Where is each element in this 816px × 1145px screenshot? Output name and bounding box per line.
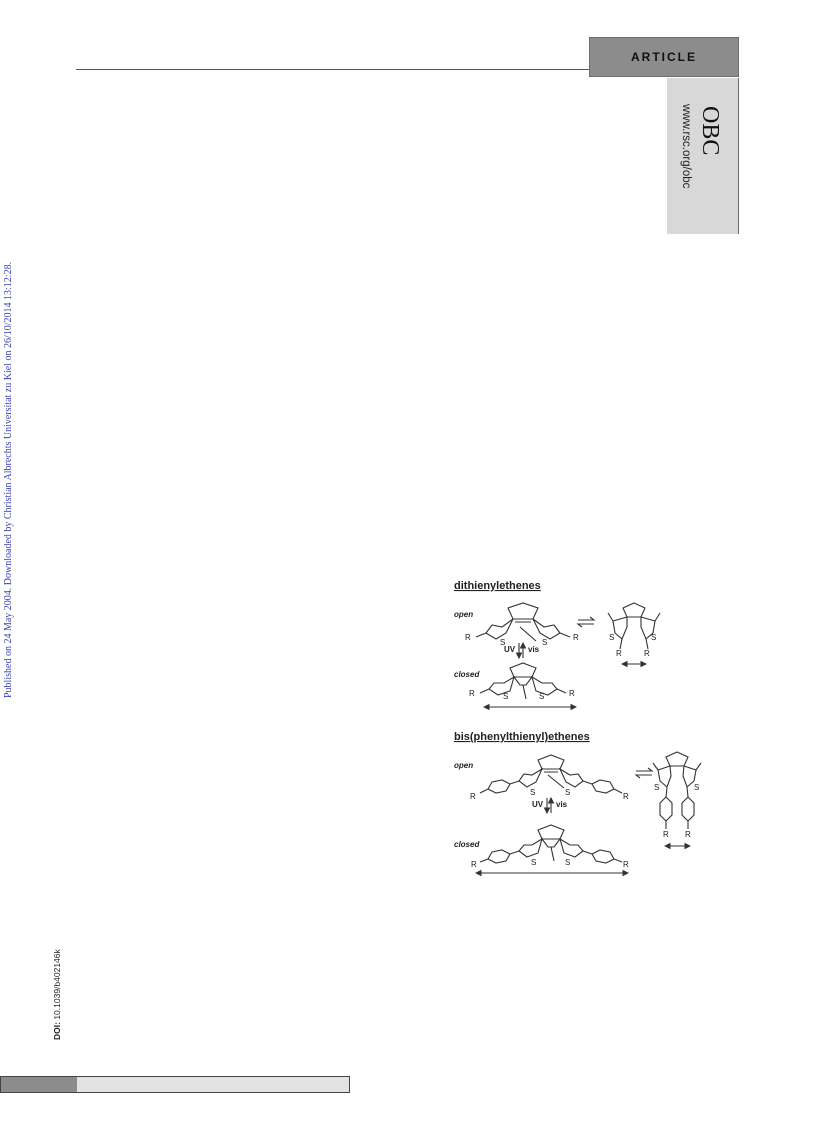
s-label: S	[539, 692, 545, 701]
doi-label: DOI:	[52, 1022, 62, 1040]
open-label-2: open	[454, 761, 474, 770]
r-label: R	[469, 689, 475, 698]
r-label: R	[623, 860, 629, 869]
s-label: S	[542, 638, 548, 647]
s-label: S	[565, 858, 571, 867]
open-bis-phenylthienylethene	[480, 755, 622, 793]
s-label: S	[651, 633, 657, 642]
closed-label-2: closed	[454, 840, 480, 849]
r-label: R	[644, 649, 650, 658]
s-label: S	[503, 692, 509, 701]
article-label: ARTICLE	[631, 50, 697, 64]
section1-title: dithienylethenes	[454, 580, 541, 592]
r-label: R	[569, 689, 575, 698]
s-label: S	[500, 638, 506, 647]
r-label: R	[470, 792, 476, 801]
r-label: R	[465, 633, 471, 642]
article-tab	[589, 37, 739, 77]
vis-label: vis	[556, 800, 568, 809]
header-rule	[76, 69, 590, 70]
equilibrium-arrow	[636, 768, 652, 778]
r-label: R	[685, 830, 691, 839]
journal-url[interactable]: www.rsc.org/obc	[680, 104, 692, 189]
journal-title: OBC	[697, 106, 723, 156]
download-note[interactable]: Published on 24 May 2004. Downloaded by Christian Albrechts Universitat zu Kiel on 26/10/2014 13:12:28.	[3, 261, 14, 698]
s-label: S	[694, 783, 700, 792]
scheme-figure	[440, 575, 740, 885]
uv-label: UV	[504, 645, 516, 654]
doi-value: 10.1039/b402146k	[52, 949, 62, 1020]
section2-title: bis(phenylthienyl)ethenes	[454, 731, 590, 743]
s-label: S	[654, 783, 660, 792]
vis-label: vis	[528, 645, 540, 654]
parallel-conformer	[608, 603, 660, 649]
footer-bar	[0, 1076, 350, 1093]
uv-label: UV	[532, 800, 544, 809]
open-dithienylethene	[476, 603, 570, 641]
open-label-1: open	[454, 610, 474, 619]
footer-bar-accent	[1, 1077, 77, 1092]
r-label: R	[471, 860, 477, 869]
journal-box	[667, 78, 739, 234]
s-label: S	[565, 788, 571, 797]
closed-dithienylethene	[480, 663, 566, 699]
s-label: S	[531, 858, 537, 867]
doi-line[interactable]	[52, 949, 64, 1040]
scheme-svg	[440, 575, 740, 885]
r-label: R	[573, 633, 579, 642]
r-label: R	[616, 649, 622, 658]
r-label: R	[623, 792, 629, 801]
s-label: S	[609, 633, 615, 642]
closed-bis-phenylthienylethene	[480, 825, 622, 863]
equilibrium-arrow	[578, 617, 594, 627]
s-label: S	[530, 788, 536, 797]
closed-label-1: closed	[454, 670, 480, 679]
r-label: R	[663, 830, 669, 839]
